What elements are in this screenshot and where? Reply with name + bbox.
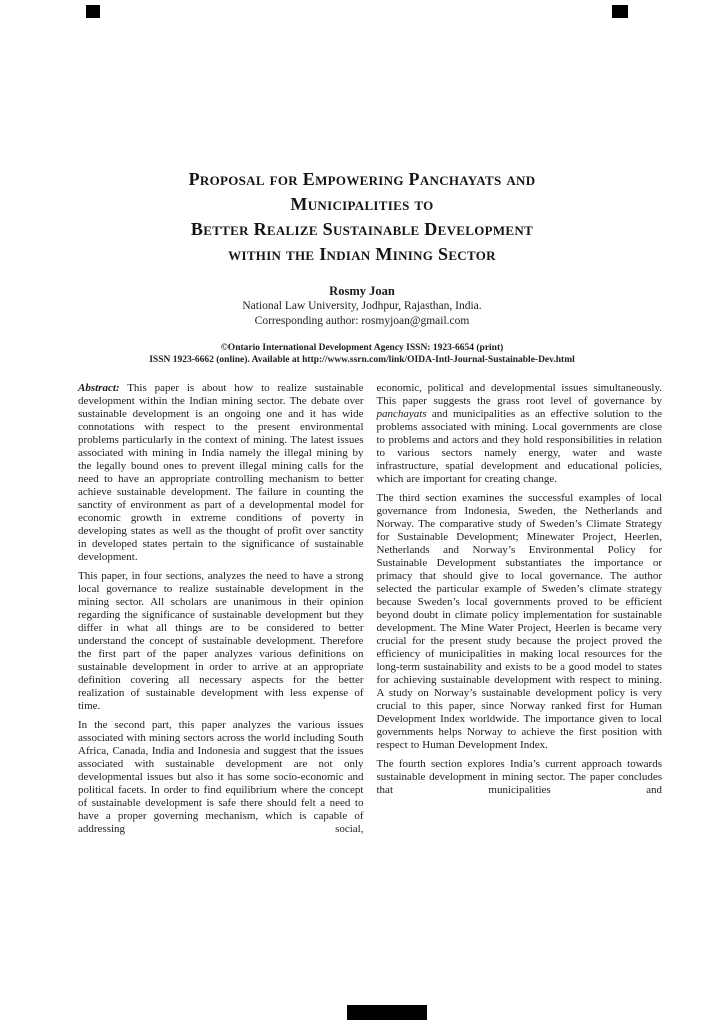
scan-mark-top-right (612, 5, 628, 18)
abstract-paragraph-1 (78, 382, 364, 564)
abstract-label: Abstract: (78, 382, 120, 394)
abstract-column-right (377, 382, 663, 842)
abstract-body (0, 382, 724, 842)
panchayats-italic-term: panchayats (376, 408, 427, 420)
abstract-paragraph-2: This paper, in four sections, analyzes the need to have a strong local governance to realize sustainable development in the mining sector. All scholars are unanimous in their opinion regarding the significance of sustainable development but they differ in what all things are to be considered to better understand the concept of sustainable development. Therefore the first part of the paper analyzes various definitions on sustainable development in order to arrive at an appropriate definition covering all necessary aspects for the better realization of sustainable development with less expense of time. (78, 570, 364, 712)
abstract-column-left (78, 382, 364, 842)
corresponding-author: Corresponding author: rosmyjoan@gmail.com (254, 315, 470, 327)
scan-mark-bottom-center (347, 1005, 427, 1020)
author-block (0, 284, 724, 329)
title-line-2: Municipalities to (290, 194, 434, 214)
title-line-4: within the Indian Mining Sector (228, 244, 496, 264)
abstract-paragraph-5: The third section examines the successful examples of local governance from Indonesia, Sweden, the Netherlands and Norway. The comparative study of Sweden’s Climate Strategy for Sustainable Development; Minewater Project, Heerlen, Netherlands and Norway’s Environmental Policy for Sustainable Development substantiates the importance or primacy that should give to local governance. The author selected the particular example of Sweden’s climate strategy because Sweden’s local governments proved to be efficient beyond doubt in climate policy implementation for sustainable development. The Mine Water Project, Heerlen is became very crucial for the present study because the project proved the efficiency of municipalities in making local resources for the long-term sustainability and exists to be a good model to states for achieving sustainable development with respect to mining. A study on Norway’s sustainable development policy is very crucial to this paper, since Norway ranked first for Human Development Index worldwide. The importance given to local governments helps Norway to achieve the first position with respect to Human Development Index. (376, 492, 662, 751)
abstract-paragraph-6: The fourth section explores India’s current approach towards sustainable development in mining sector. The paper concludes that municipalities and (376, 758, 662, 796)
abstract-paragraph-4 (377, 382, 663, 486)
title-line-1: Proposal for Empowering Panchayats and (188, 169, 536, 189)
publisher-line-2: ISSN 1923-6662 (online). Available at http://www.ssrn.com/link/OIDA-Intl-Journal-Sustainable-Dev.html (149, 355, 575, 365)
publisher-block (0, 342, 724, 366)
scan-mark-top-left (86, 5, 100, 18)
abstract-paragraph-1-text: This paper is about how to realize sustainable development within the Indian mining sector. The debate over sustainable development is an ongoing one and it has wide connotations with respect to the present environmental problems particularly in the context of mining. The latest issues associated with mining in India namely the illegal mining by the legally bound ones to prevent illegal mining calls for the need to have an appropriate controlling mechanism to better achieve sustainable development. The failure in counting the sanctity of environment as part of a developmental model for economic growth in extreme conditions of poverty in developing states as well as the thought of profit over sanctity in developed states pertain to the significance of sustainable development. (78, 382, 364, 563)
abstract-paragraph-4-post: and municipalities as an effective solution to the problems associated with mining. Local governments are close to problems and actors and they hold responsibilities in relation to various sectors namely energy, water and waste infrastructure, spatial development and educational policies, which are important for creating change. (376, 408, 662, 485)
title-line-3: Better Realize Sustainable Development (190, 219, 534, 239)
author-name: Rosmy Joan (329, 284, 395, 298)
abstract-paragraph-4-pre: economic, political and developmental issues simultaneously. This paper suggests the grass root level of governance by (376, 382, 662, 407)
author-affiliation: National Law University, Jodhpur, Rajasthan, India. (242, 300, 482, 312)
publisher-line-1: ©Ontario International Development Agency ISSN: 1923-6654 (print) (220, 343, 504, 353)
paper-title (0, 0, 724, 267)
abstract-paragraph-3: In the second part, this paper analyzes the various issues associated with mining sectors across the world including South Africa, Canada, India and Indonesia and suggest that the issues associated with sustainable development are not only developmental issues but also it has some socio-economic and political facets. In order to find equilibrium where the concept of sustainable development is safe there should felt a need to have a proper governing mechanism, which is capable of addressing social, (78, 719, 364, 835)
